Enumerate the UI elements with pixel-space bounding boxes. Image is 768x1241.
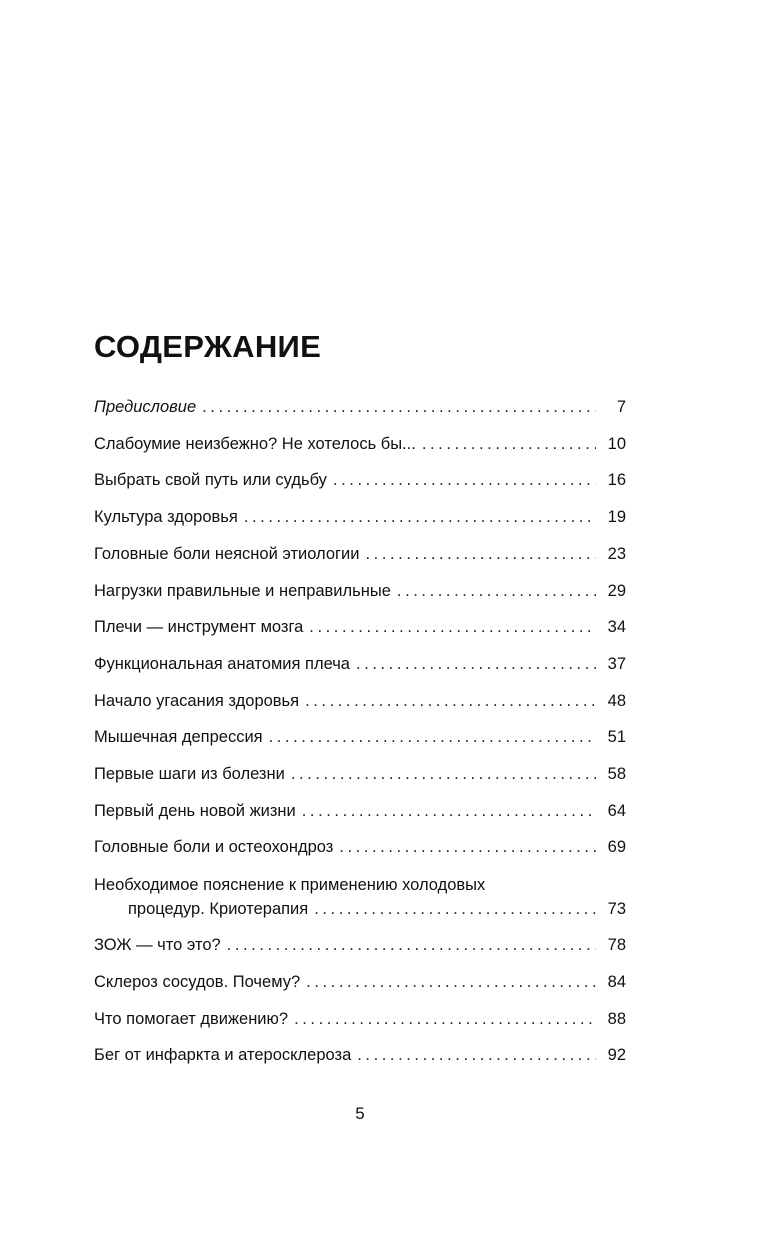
toc-entry-title: Первые шаги из болезни: [94, 765, 285, 784]
dot-leader: [291, 756, 596, 793]
toc-entry: [94, 683, 626, 720]
toc-entry-title: Первый день новой жизни: [94, 801, 296, 820]
toc-entry: [94, 756, 626, 793]
toc-entry: [94, 573, 626, 610]
toc-entry-title: Функциональная анатомия плеча: [94, 654, 350, 673]
toc-entry-title: Склероз сосудов. Почему?: [94, 972, 301, 991]
toc-entry-title: Выбрать свой путь или судьбу: [94, 471, 327, 490]
toc-entry-title: Нагрузки правильные и неправильные: [94, 581, 391, 600]
toc-entry-line2: [94, 897, 626, 921]
toc-entry: [94, 462, 626, 499]
toc-entry-page: 88: [607, 1009, 626, 1028]
dot-leader: [244, 499, 596, 536]
dot-leader: [227, 927, 596, 964]
toc-entry-title: Предисловие: [94, 398, 197, 416]
toc-entry: [94, 793, 626, 830]
toc-entry-page: 51: [607, 728, 626, 747]
toc-entry-page: 48: [607, 691, 626, 710]
toc-entry-page: 7: [616, 398, 626, 416]
dot-leader: [309, 609, 596, 646]
toc-entry-page: 34: [607, 618, 626, 637]
toc-entry-title: Бег от инфаркта и атеросклероза: [94, 1046, 352, 1065]
toc-entry: [94, 536, 626, 573]
toc-entry: [94, 866, 626, 927]
dot-leader: [294, 1001, 596, 1038]
toc-entry-page: 58: [607, 765, 626, 784]
toc-entry-page: 10: [607, 434, 626, 453]
toc-entry-title: Культура здоровья: [94, 508, 238, 527]
dot-leader: [306, 964, 596, 1001]
dot-leader: [314, 897, 596, 921]
toc-entry-page: 23: [607, 544, 626, 563]
toc-entry: [94, 499, 626, 536]
dot-leader: [302, 793, 596, 830]
toc-entry: [94, 426, 626, 463]
toc-entry-page: 73: [607, 900, 626, 919]
dot-leader: [202, 389, 596, 426]
toc-entry: [94, 829, 626, 866]
toc-entry-title: Что помогает движению?: [94, 1009, 289, 1028]
toc-entry: [94, 719, 626, 756]
toc-entry: [94, 927, 626, 964]
toc-entry: [94, 1001, 626, 1038]
dot-leader: [356, 646, 596, 683]
toc-entry-page: 78: [607, 936, 626, 955]
toc-entry-title: Мышечная депрессия: [94, 728, 263, 747]
toc-entry-title: Головные боли и остеохондроз: [94, 838, 334, 857]
dot-leader: [339, 829, 596, 866]
toc-entry-page: 16: [607, 471, 626, 490]
toc-entry: [94, 609, 626, 646]
dot-leader: [305, 683, 596, 720]
page-number: 5: [355, 1104, 365, 1123]
contents-heading: СОДЕРЖАНИЕ: [94, 329, 322, 364]
dot-leader: [357, 1037, 596, 1074]
dot-leader: [269, 719, 596, 756]
toc-entry-page: 92: [607, 1046, 626, 1065]
toc-entry-page: 19: [607, 508, 626, 527]
toc-entry-title-line1: Необходимое пояснение к применению холодовых: [94, 876, 486, 895]
toc-entry-title: Плечи — инструмент мозга: [94, 618, 304, 637]
toc-entry-page: 84: [607, 972, 626, 991]
dot-leader: [397, 573, 596, 610]
toc-entry: [94, 646, 626, 683]
toc-entry-page: 29: [607, 581, 626, 600]
toc-entry-title: Начало угасания здоровья: [94, 691, 300, 710]
toc-entry-title: Слабоумие неизбежно? Не хотелось бы...: [94, 434, 416, 453]
toc-entry-title: Головные боли неясной этиологии: [94, 544, 360, 563]
toc-entry-page: 37: [607, 654, 626, 673]
toc-entry-page: 64: [607, 801, 626, 820]
table-of-contents: [94, 389, 626, 1074]
toc-entry-page: 69: [607, 838, 626, 857]
toc-entry-title-line2: процедур. Криотерапия: [128, 900, 309, 919]
dot-leader: [422, 426, 596, 463]
dot-leader: [333, 462, 596, 499]
toc-entry-title: ЗОЖ — что это?: [94, 936, 221, 955]
toc-entry: [94, 1037, 626, 1074]
toc-entry: [94, 964, 626, 1001]
toc-entry: [94, 389, 626, 426]
dot-leader: [365, 536, 596, 573]
